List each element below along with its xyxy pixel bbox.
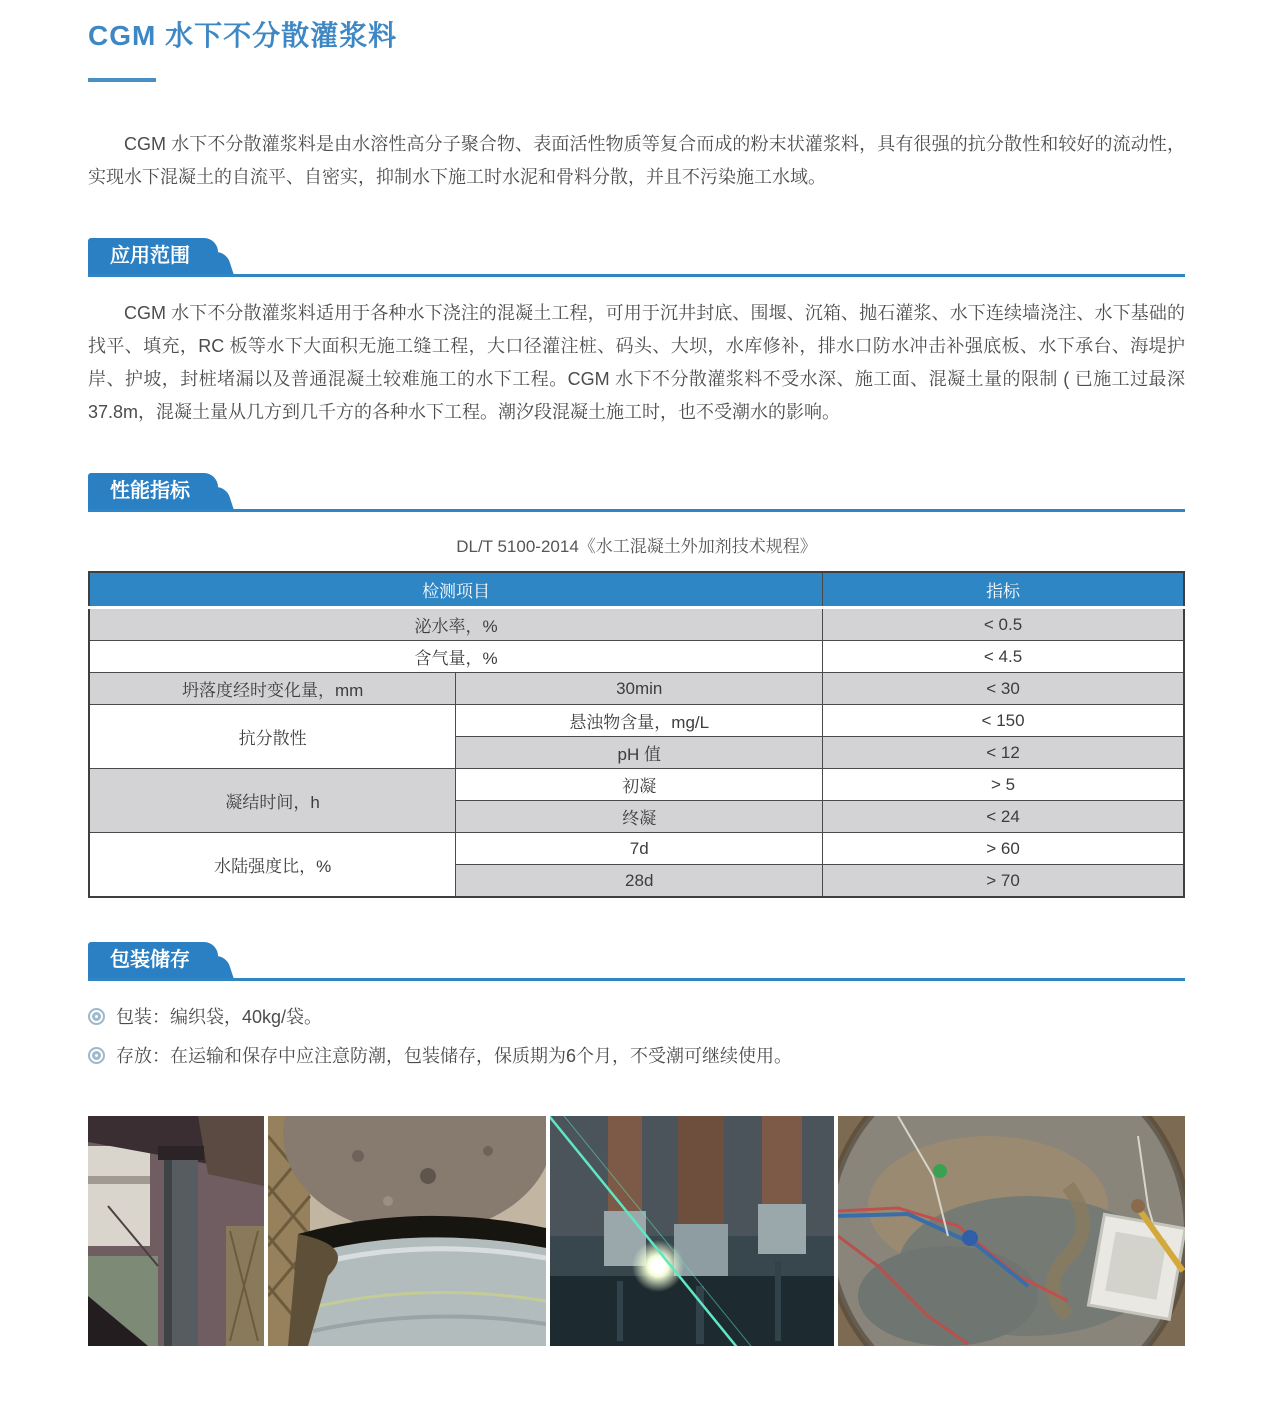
section-packaging-header [88, 942, 1185, 981]
test-item-cell: 水陆强度比，% [89, 833, 456, 898]
test-item-cell: 坍落度经时变化量，mm [89, 673, 456, 705]
table-row [89, 641, 1184, 673]
value-cell: > 60 [823, 833, 1184, 865]
sub-item-cell: 7d [456, 833, 823, 865]
table-header-row [89, 572, 1184, 608]
list-item [88, 1003, 1185, 1029]
list-item [88, 1042, 1185, 1068]
table-row [89, 833, 1184, 865]
table-row [89, 673, 1184, 705]
ring-bullet-icon [88, 1008, 105, 1025]
packaging-list [88, 1003, 1185, 1068]
sub-item-cell: 终凝 [456, 801, 823, 833]
ring-bullet-icon [88, 1047, 105, 1064]
section-performance-header [88, 473, 1185, 512]
value-cell: > 70 [823, 865, 1184, 898]
photo-construction-pile [88, 1116, 264, 1346]
value-cell: < 24 [823, 801, 1184, 833]
value-cell: > 5 [823, 769, 1184, 801]
photo-cofferdam-pit-image [838, 1116, 1185, 1346]
table-header-item: 检测项目 [89, 572, 823, 608]
photo-construction-pile-image [88, 1116, 264, 1346]
value-cell: < 4.5 [823, 641, 1184, 673]
photo-underwater-piers-laser [550, 1116, 834, 1346]
test-item-cell: 泌水率，% [89, 608, 823, 641]
sub-item-cell: 悬浊物含量，mg/L [456, 705, 823, 737]
section-badge-performance: 性能指标 [88, 473, 218, 509]
test-item-cell: 抗分散性 [89, 705, 456, 769]
value-cell: < 0.5 [823, 608, 1184, 641]
value-cell: < 30 [823, 673, 1184, 705]
photo-pier-repair-image [268, 1116, 546, 1346]
table-row [89, 769, 1184, 801]
table-header-value: 指标 [823, 572, 1184, 608]
photo-cofferdam-pit [838, 1116, 1185, 1346]
application-paragraph: CGM 水下不分散灌浆料适用于各种水下浇注的混凝土工程，可用于沉井封底、围堰、沉箱、抛石灌浆、水下连续墙浇注、水下基础的找平、填充，RC 板等水下大面积无施工缝工程，大口径灌注桩、码头、大坝，水库修补，排水口防水冲击补强底板、水下承台、海堤护岸、护坡，封桩堵漏以及普通混凝土较难施工的水下工程。CGM 水下不分散灌浆料不受水深、施工面、混凝土量的限制 ( 已施工过最深 37.8m，混凝土量从几方到几千方的各种水下工程。潮汐段混凝土施工时，也不受潮水的影响。 [88, 303, 1185, 422]
photo-underwater-piers-image [550, 1116, 834, 1346]
value-cell: < 12 [823, 737, 1184, 769]
table-row [89, 608, 1184, 641]
sub-item-cell: 28d [456, 865, 823, 898]
intro-paragraph: CGM 水下不分散灌浆料是由水溶性高分子聚合物、表面活性物质等复合而成的粉末状灌浆料，具有很强的抗分散性和较好的流动性，实现水下混凝土的自流平、自密实，抑制水下施工时水泥和骨料分散，并且不污染施工水域。 [88, 134, 1185, 187]
packaging-item-text: 存放：在运输和保存中应注意防潮，包装储存，保质期为6个月，不受潮可继续使用。 [116, 1046, 793, 1066]
section-badge-packaging: 包装储存 [88, 942, 218, 978]
table-caption: DL/T 5100-2014《水工混凝土外加剂技术规程》 [456, 537, 817, 556]
section-application-header [88, 238, 1185, 277]
sub-item-cell: 30min [456, 673, 823, 705]
sub-item-cell: 初凝 [456, 769, 823, 801]
packaging-item-text: 包装：编织袋，40kg/袋。 [116, 1007, 323, 1027]
test-item-cell: 含气量，% [89, 641, 823, 673]
sub-item-cell: pH 值 [456, 737, 823, 769]
value-cell: < 150 [823, 705, 1184, 737]
test-item-cell: 凝结时间，h [89, 769, 456, 833]
page-title: CGM 水下不分散灌浆料 [88, 20, 398, 51]
photo-pier-repair-closeup [268, 1116, 546, 1346]
table-row [89, 705, 1184, 737]
title-underline [88, 78, 156, 82]
performance-table [88, 571, 1185, 898]
section-badge-application: 应用范围 [88, 238, 218, 274]
project-photo-strip [88, 1116, 1185, 1346]
